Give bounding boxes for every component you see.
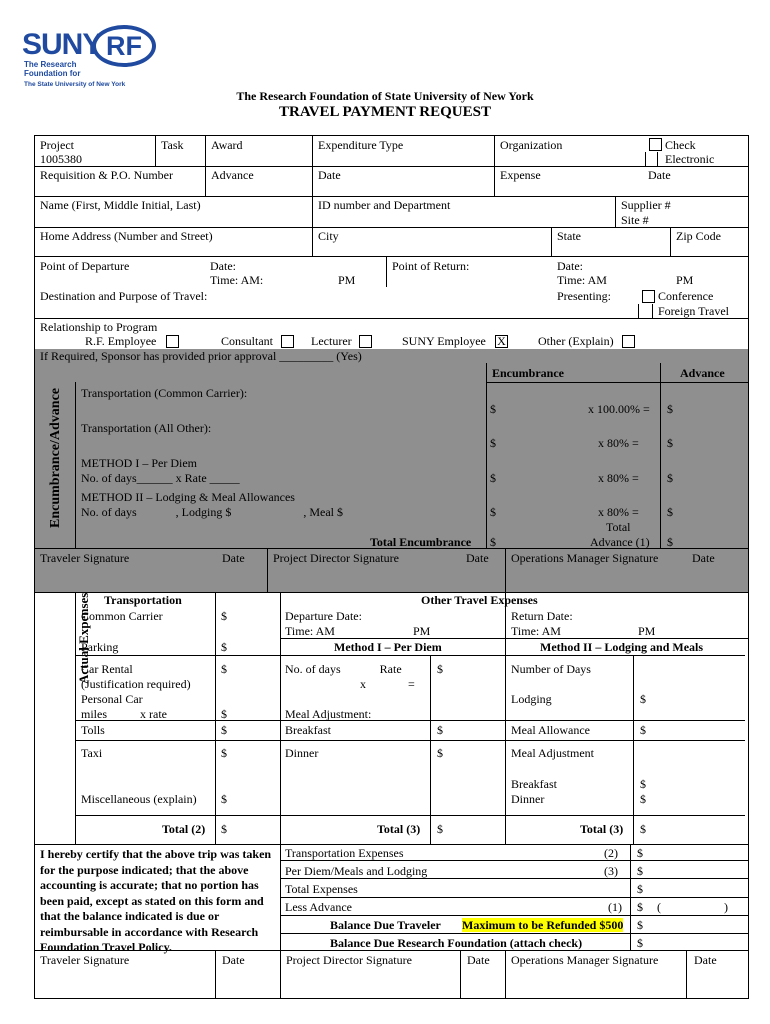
dinner-2-label: Dinner <box>511 792 545 806</box>
adv-dollar-2: $ <box>667 436 673 450</box>
departure-pm-actual: PM <box>413 624 431 638</box>
total-3-method1-dollar: $ <box>437 822 443 836</box>
encumbrance-heading: Encumbrance <box>492 366 564 380</box>
departure-time-actual: Time: AM <box>285 624 335 638</box>
meal-adjustment-label: Meal Adjustment: <box>285 707 372 721</box>
logo-line3: The State University of New York <box>24 81 126 88</box>
transportation-expenses-label: Transportation Expenses <box>285 846 404 860</box>
ops-signature-date: Date <box>694 953 717 967</box>
enc-pd-date: Date <box>466 551 489 565</box>
check-label: Check <box>665 138 696 152</box>
summary-dollar-1: $ <box>637 846 643 860</box>
adv-dollar-3: $ <box>667 471 673 485</box>
taxi-label: Taxi <box>81 746 103 760</box>
paren-close: ) <box>724 900 728 914</box>
method2-detail: No. of days , Lodging $ , Meal $ <box>81 505 343 519</box>
summary-dollar-4: $ <box>637 900 643 914</box>
summary-dollar-2: $ <box>637 864 643 878</box>
enc-dollar-2: $ <box>490 436 496 450</box>
lecturer-label: Lecturer <box>311 334 352 348</box>
total-encumbrance-label: Total Encumbrance <box>370 535 472 549</box>
return-pm-label: PM <box>676 273 694 287</box>
foreign-travel-label: Foreign Travel <box>658 304 730 318</box>
parking-dollar: $ <box>221 640 227 654</box>
paren-open: ( <box>657 900 661 914</box>
ops-signature-label: Operations Manager Signature <box>511 953 659 967</box>
return-time-label: Time: AM <box>557 273 607 287</box>
pd-signature-label: Project Director Signature <box>286 953 412 967</box>
breakfast-2-label: Breakfast <box>511 777 557 791</box>
breakfast-label: Breakfast <box>285 723 331 737</box>
taxi-dollar: $ <box>221 746 227 760</box>
expense-date-label: Date <box>648 168 671 182</box>
pct-80-a: x 80% = <box>598 436 639 450</box>
enc-dollar-4: $ <box>490 505 496 519</box>
org-heading: The Research Foundation of State University of New York <box>236 89 534 103</box>
personal-car-dollar: $ <box>221 707 227 721</box>
meal-allowance-dollar: $ <box>640 723 646 737</box>
logo-line2: Foundation for <box>24 69 81 78</box>
car-rental-label: Car Rental <box>81 662 133 676</box>
pct-80-c: x 80% = <box>598 505 639 519</box>
misc-dollar: $ <box>221 792 227 806</box>
lodging-dollar: $ <box>640 692 646 706</box>
logo-rf: RF <box>92 25 156 67</box>
return-label: Point of Return: <box>392 259 470 273</box>
destination-label: Destination and Purpose of Travel: <box>40 289 208 303</box>
id-dept-label: ID number and Department <box>318 198 451 212</box>
home-address-label: Home Address (Number and Street) <box>40 229 213 243</box>
suny-employee-label: SUNY Employee <box>402 334 486 348</box>
adv-dollar-total: $ <box>667 535 673 549</box>
common-carrier-dollar: $ <box>221 609 227 623</box>
less-advance-label: Less Advance <box>285 900 352 914</box>
dinner-dollar: $ <box>437 746 443 760</box>
total-2-label: Total (2) <box>162 822 206 836</box>
summary-dollar-5: $ <box>637 918 643 932</box>
total-3-method2-label: Total (3) <box>580 822 624 836</box>
logo-suny: SUNY <box>22 28 102 61</box>
lecturer-checkbox[interactable] <box>359 335 372 348</box>
per-diem-dollar: $ <box>437 662 443 676</box>
personal-car-label: Personal Car <box>81 692 143 706</box>
breakfast-2-dollar: $ <box>640 777 646 791</box>
enc-dollar-1: $ <box>490 402 496 416</box>
enc-ops-date: Date <box>692 551 715 565</box>
all-other-label: Transportation (All Other): <box>81 421 212 435</box>
summary-n3: (3) <box>604 864 618 878</box>
days-rate-label: No. of days Rate <box>285 662 402 676</box>
per-diem-meals-label: Per Diem/Meals and Lodging <box>285 864 428 878</box>
max-refund-highlight: Maximum to be Refunded $500 <box>462 918 624 932</box>
enc-traveler-date: Date <box>222 551 245 565</box>
task-label: Task <box>161 138 184 152</box>
traveler-signature-label: Traveler Signature <box>40 953 130 967</box>
enc-dollar-3: $ <box>490 471 496 485</box>
organization-label: Organization <box>500 138 563 152</box>
advance-heading: Advance <box>680 366 725 380</box>
total-3-method1-label: Total (3) <box>377 822 421 836</box>
consultant-checkbox[interactable] <box>281 335 294 348</box>
balance-due-traveler-label: Balance Due Traveler <box>330 918 441 932</box>
pct-80-b: x 80% = <box>598 471 639 485</box>
miles-rate-label: miles x rate <box>81 707 167 721</box>
enc-traveler-signature: Traveler Signature <box>40 551 130 565</box>
summary-dollar-6: $ <box>637 936 643 950</box>
date-label: Date <box>318 168 341 182</box>
balance-due-rf-label: Balance Due Research Foundation (attach check) <box>330 936 583 950</box>
enc-ops-signature: Operations Manager Signature <box>511 551 659 565</box>
method2-heading: Method II – Lodging and Meals <box>540 640 704 654</box>
summary-n2: (2) <box>604 846 618 860</box>
x-equals-label: x = <box>360 677 415 691</box>
enc-pd-signature: Project Director Signature <box>273 551 399 565</box>
summary-dollar-3: $ <box>637 882 643 896</box>
logo-line1: The Research <box>24 60 77 69</box>
misc-label: Miscellaneous (explain) <box>81 792 197 806</box>
advance-label: Advance <box>211 168 254 182</box>
requisition-label: Requisition & P.O. Number <box>40 168 174 182</box>
consultant-label: Consultant <box>221 334 274 348</box>
tolls-label: Tolls <box>81 723 105 737</box>
conference-checkbox[interactable] <box>642 290 655 303</box>
total-3-method2-dollar: $ <box>640 822 646 836</box>
site-label: Site # <box>621 213 649 227</box>
meal-adjustment-2-label: Meal Adjustment <box>511 746 594 760</box>
departure-date-label: Date: <box>210 259 236 273</box>
return-pm-actual: PM <box>638 624 656 638</box>
method1-heading: Method I – Per Diem <box>334 640 442 654</box>
total-expenses-label: Total Expenses <box>285 882 358 896</box>
car-rental-dollar: $ <box>221 662 227 676</box>
pd-signature-date: Date <box>467 953 490 967</box>
justification-label: (Justification required) <box>81 677 191 691</box>
adv-dollar-4: $ <box>667 505 673 519</box>
relationship-label: Relationship to Program <box>40 320 158 334</box>
departure-time-label: Time: AM: <box>210 273 264 287</box>
total-advance-label-1: Total <box>606 520 631 534</box>
parking-label: Parking <box>81 640 119 654</box>
award-label: Award <box>211 138 243 152</box>
common-carrier-actual: Common Carrier <box>81 609 163 623</box>
return-time-actual: Time: AM <box>511 624 561 638</box>
sponsor-approval-label: If Required, Sponsor has provided prior approval _________ (Yes) <box>40 349 362 363</box>
traveler-signature-date: Date <box>222 953 245 967</box>
other-expenses-heading: Other Travel Expenses <box>421 593 538 607</box>
expense-label: Expense <box>500 168 541 182</box>
adv-dollar-1: $ <box>667 402 673 416</box>
conference-label: Conference <box>658 289 714 303</box>
check-checkbox[interactable] <box>649 138 662 151</box>
summary-n1: (1) <box>608 900 622 914</box>
certification-statement: I hereby certify that the above trip was taken for the purpose indicated; that the above accounting is accurate; that no portion has been paid, except as stated on this form and that the balance indicated is due or reimbursable in accordance with Research Foundation Travel Policy. <box>40 847 272 954</box>
total-advance-label-2: Advance (1) <box>590 535 650 549</box>
transportation-heading: Transportation <box>104 593 182 607</box>
state-label: State <box>557 229 581 243</box>
supplier-label: Supplier # <box>621 198 671 212</box>
presenting-label: Presenting: <box>557 289 611 303</box>
electronic-label: Electronic <box>665 152 715 166</box>
other-checkbox[interactable] <box>622 335 635 348</box>
number-of-days-label: Number of Days <box>511 662 591 676</box>
zip-label: Zip Code <box>676 229 721 243</box>
common-carrier-label: Transportation (Common Carrier): <box>81 386 248 400</box>
departure-label: Point of Departure <box>40 259 130 273</box>
expenditure-type-label: Expenditure Type <box>318 138 404 152</box>
encumbrance-side-label: Encumbrance/Advance <box>48 388 63 528</box>
return-date-label: Date: <box>557 259 583 273</box>
method1-detail: No. of days______ x Rate _____ <box>81 471 240 485</box>
other-label: Other (Explain) <box>538 334 614 348</box>
dinner-2-dollar: $ <box>640 792 646 806</box>
name-label: Name (First, Middle Initial, Last) <box>40 198 201 212</box>
pct-100: x 100.00% = <box>588 402 650 416</box>
page-title: TRAVEL PAYMENT REQUEST <box>278 104 491 120</box>
rf-employee-label: R.F. Employee <box>85 334 157 348</box>
rf-employee-checkbox[interactable] <box>166 335 179 348</box>
tolls-dollar: $ <box>221 723 227 737</box>
lodging-label: Lodging <box>511 692 552 706</box>
dinner-label: Dinner <box>285 746 319 760</box>
city-label: City <box>318 229 339 243</box>
method2-label: METHOD II – Lodging & Meal Allowances <box>81 490 295 504</box>
suny-employee-checkbox[interactable]: X <box>495 335 508 348</box>
enc-dollar-total: $ <box>490 535 496 549</box>
return-date-actual: Return Date: <box>511 609 573 623</box>
total-2-dollar: $ <box>221 822 227 836</box>
project-number[interactable]: 1005380 <box>40 152 82 166</box>
method1-label: METHOD I – Per Diem <box>81 456 197 470</box>
breakfast-dollar: $ <box>437 723 443 737</box>
meal-allowance-label: Meal Allowance <box>511 723 590 737</box>
departure-pm-label: PM <box>338 273 356 287</box>
actual-expenses-side-label: Actual Expenses <box>76 592 91 684</box>
departure-date-actual: Departure Date: <box>285 609 362 623</box>
project-label: Project <box>40 138 74 152</box>
